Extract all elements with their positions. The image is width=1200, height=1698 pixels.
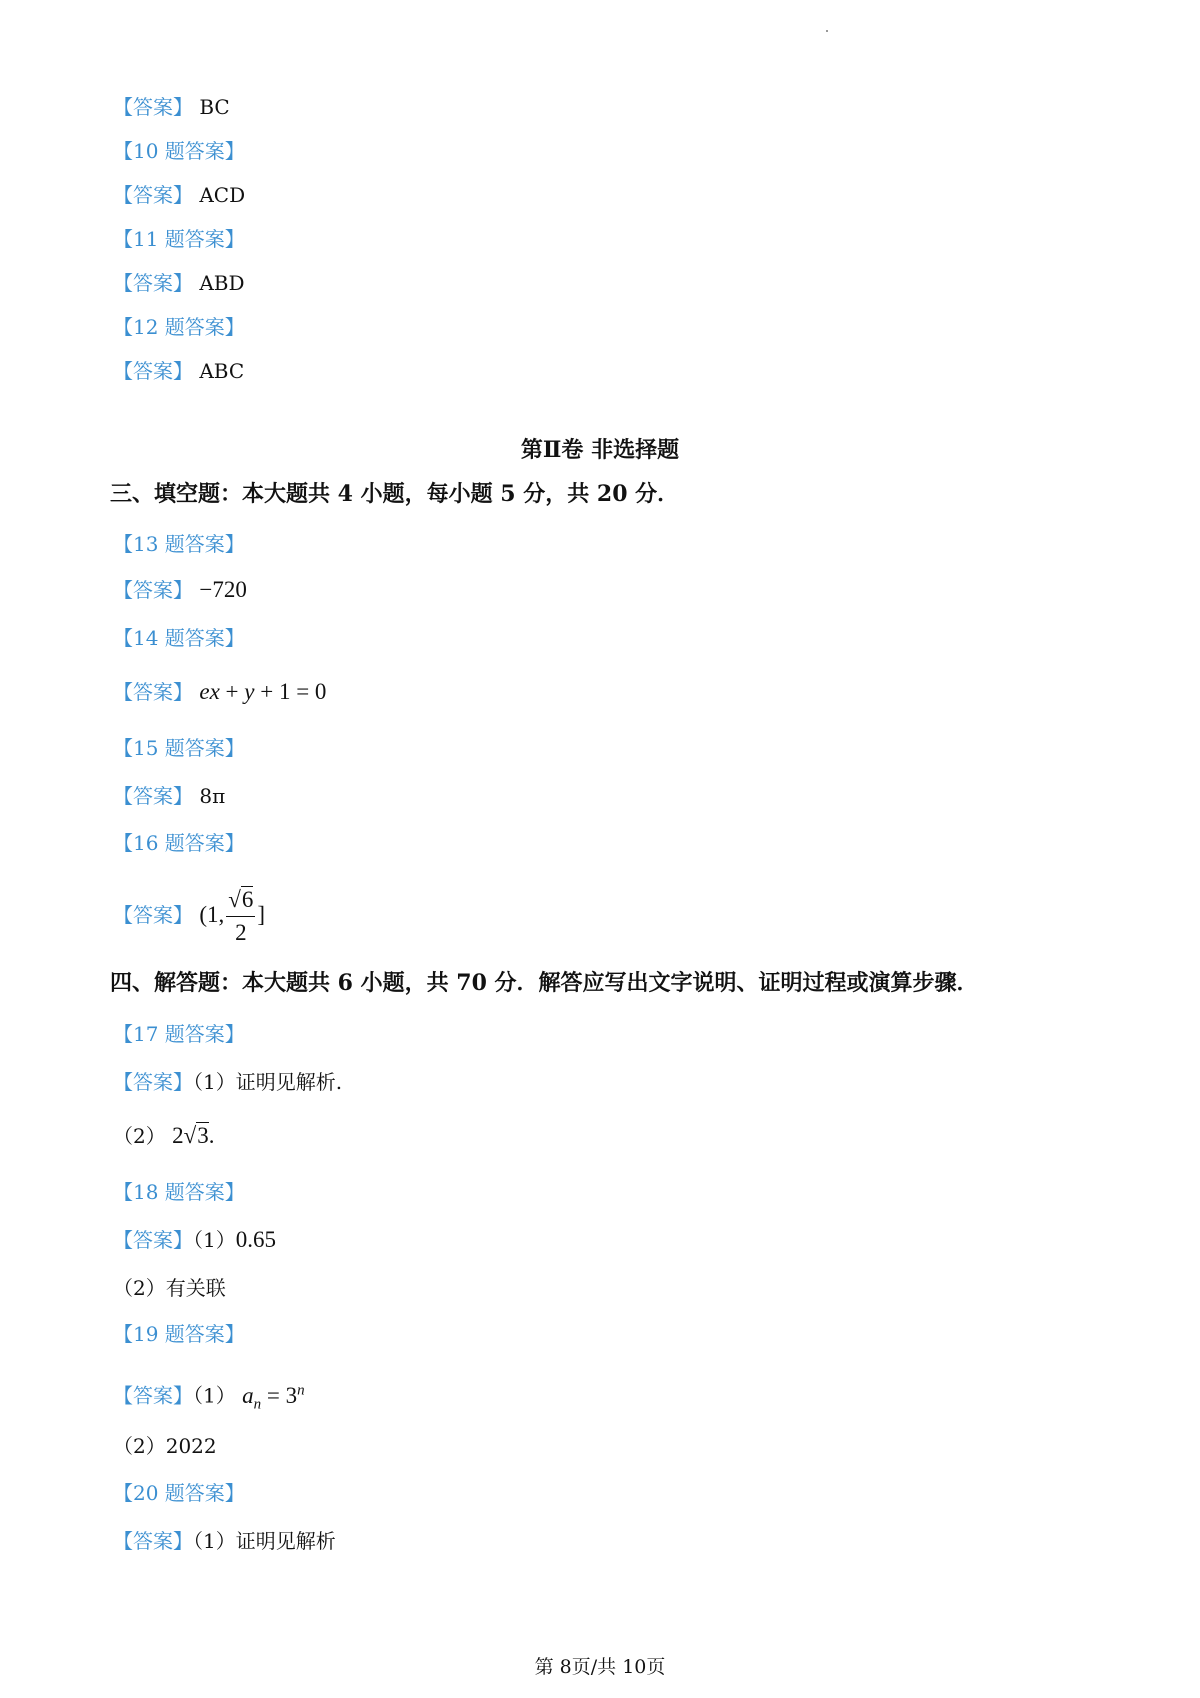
q16-interval: (1, $\frac{√6}{2}$ ]: [199, 902, 265, 927]
answer-label: 【答案】: [113, 902, 193, 927]
q19-header: 【19 题答案】: [113, 1322, 245, 1346]
q9-answer-value: BC: [199, 95, 230, 119]
q16-answer-line: [113, 885, 265, 948]
q17-header: 【17 题答案】: [113, 1022, 245, 1046]
volume-title: 第Ⅱ卷 非选择题: [520, 437, 680, 463]
q12-answer-line: [113, 357, 244, 385]
q13-answer-value: −720: [199, 577, 247, 602]
q17-part2-line: （2） 2√3.: [113, 1123, 215, 1148]
q10-answer-value: ACD: [199, 183, 246, 207]
section3-title: 三、填空题：本大题共 4 小题，每小题 5 分，共 20 分．: [110, 481, 680, 507]
q12-header: 【12 题答案】: [113, 315, 245, 339]
q11-answer-line: [113, 269, 245, 297]
section4-title: 四、解答题：本大题共 6 小题，共 70 分．解答应写出文字说明、证明过程或演算步骤．: [110, 970, 979, 996]
q14-header: 【14 题答案】: [113, 626, 245, 650]
q9-answer-line: [113, 93, 230, 121]
q18-part1-line: 【答案】（1）0.65: [113, 1227, 276, 1252]
q19-formula: $a_n = 3^n$: [242, 1382, 305, 1413]
q10-answer-line: [113, 181, 245, 209]
q18-part2: （2）有关联: [113, 1276, 226, 1300]
q13-header: 【13 题答案】: [113, 532, 245, 556]
q10-header: 【10 题答案】: [113, 139, 245, 163]
answer-label: 【答案】: [113, 359, 193, 383]
answer-label: 【答案】: [113, 1228, 193, 1252]
q17-part1: （1）证明见解析.: [193, 1070, 343, 1094]
q20-header: 【20 题答案】: [113, 1481, 245, 1505]
answer-label: 【答案】: [113, 680, 193, 704]
q17-part2-value: 2√3.: [172, 1123, 215, 1148]
answer-label: 【答案】: [113, 578, 193, 602]
answer-label: 【答案】: [113, 1529, 193, 1553]
q18-part1-value: 0.65: [235, 1227, 276, 1252]
q14-answer-line: [113, 678, 326, 706]
q18-header: 【18 题答案】: [113, 1180, 245, 1204]
q11-header: 【11 题答案】: [113, 227, 245, 251]
q20-part1-line: [113, 1527, 336, 1555]
q15-answer-line: [113, 782, 225, 810]
q17-part1-line: [113, 1068, 342, 1096]
answer-label: 【答案】: [113, 784, 193, 808]
answer-label: 【答案】: [113, 183, 193, 207]
q19-part1-line: 【答案】（1） $a_n = 3^n$: [113, 1382, 305, 1413]
answer-label: 【答案】: [113, 1070, 193, 1094]
q15-answer-value: 8π: [199, 784, 226, 808]
answer-label: 【答案】: [113, 271, 193, 295]
answer-label: 【答案】: [113, 1383, 193, 1408]
answer-label: 【答案】: [113, 95, 193, 119]
q15-header: 【15 题答案】: [113, 736, 245, 760]
q19-part2: （2）2022: [113, 1434, 217, 1458]
page-footer: 第 8页/共 10页: [534, 1656, 666, 1678]
q11-answer-value: ABD: [199, 271, 245, 295]
q13-answer-line: [113, 576, 247, 604]
fraction: $\frac{√6}{2}$: [228, 887, 254, 945]
stray-dot: [826, 30, 828, 32]
q16-header: 【16 题答案】: [113, 831, 245, 855]
q20-part1: （1）证明见解析: [193, 1529, 336, 1553]
q14-equation: ex + y + 1 = 0: [199, 679, 327, 704]
q12-answer-value: ABC: [199, 359, 245, 383]
